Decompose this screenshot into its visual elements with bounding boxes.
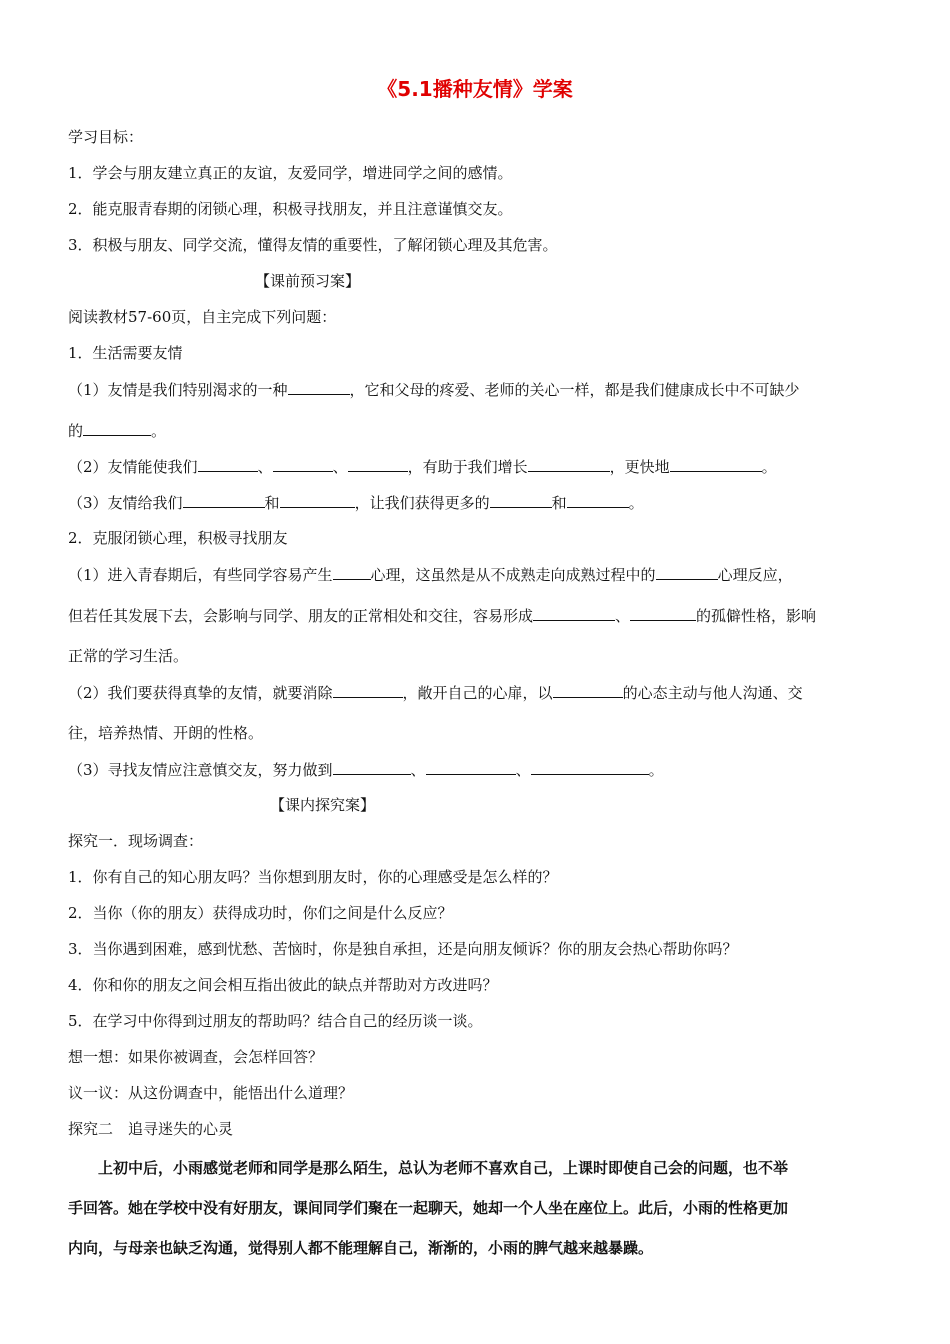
survey-question: 3．当你遇到困难，感到忧愁、苦恼时，你是独自承担，还是向朋友倾诉？你的朋友会热心帮助你吗？ xyxy=(68,940,738,958)
answer-blank[interactable] xyxy=(273,456,333,472)
page-title: 《5.1播种友情》学案 xyxy=(377,77,573,101)
answer-blank[interactable] xyxy=(567,492,629,508)
answer-blank[interactable] xyxy=(670,456,762,472)
answer-blank[interactable] xyxy=(533,605,615,621)
think-prompt: 想一想：如果你被调查，会怎样回答？ xyxy=(68,1048,324,1066)
question-2-1: （1）进入青春期后，有些同学容易产生 心理，这虽然是从不成熟走向成熟过程中的 心理反应， xyxy=(68,566,793,584)
answer-blank[interactable] xyxy=(348,456,408,472)
answer-blank[interactable] xyxy=(183,492,265,508)
story-paragraph-line: 内向，与母亲也缺乏沟通，觉得别人都不能理解自己，渐渐的，小雨的脾气越来越暴躁。 xyxy=(68,1239,654,1257)
explore-section-heading: 【课内探究案】 xyxy=(270,796,376,814)
objective-item: 3．积极与朋友、同学交流，懂得友情的重要性，了解闭锁心理及其危害。 xyxy=(68,236,558,254)
question-2-2: （2）我们要获得真挚的友情，就要消除 ，敞开自己的心扉，以 的心态主动与他人沟通、交 xyxy=(68,684,803,702)
discuss-prompt: 议一议：从这份调查中，能悟出什么道理？ xyxy=(68,1084,354,1102)
survey-question: 1．你有自己的知心朋友吗？当你想到朋友时，你的心理感受是怎么样的？ xyxy=(68,868,558,886)
answer-blank[interactable] xyxy=(198,456,258,472)
survey-question: 4．你和你的朋友之间会相互指出彼此的缺点并帮助对方改进吗？ xyxy=(68,976,498,994)
answer-blank[interactable] xyxy=(280,492,355,508)
preview-intro: 阅读教材57-60页，自主完成下列问题： xyxy=(68,308,337,326)
answer-blank[interactable] xyxy=(288,379,350,395)
question-2-1-cont: 但若任其发展下去，会影响与同学、朋友的正常相处和交往，容易形成 、 的孤僻性格，影响 xyxy=(68,607,817,625)
question-2-1-end: 正常的学习生活。 xyxy=(68,647,189,665)
story-paragraph-line: 上初中后，小雨感觉老师和同学是那么陌生，总认为老师不喜欢自己，上课时即使自己会的问题，也不举 xyxy=(98,1159,789,1177)
answer-blank[interactable] xyxy=(333,759,411,775)
answer-blank[interactable] xyxy=(333,682,403,698)
section-1-title: 1．生活需要友情 xyxy=(68,344,183,362)
objective-item: 2．能克服青春期的闭锁心理，积极寻找朋友，并且注意谨慎交友。 xyxy=(68,200,513,218)
question-1-1-cont: 的 。 xyxy=(68,422,167,440)
question-1-3: （3）友情给我们 和 ，让我们获得更多的 和 。 xyxy=(68,494,644,512)
question-1-2: （2）友情能使我们 、 、 ，有助于我们增长 ，更快地 。 xyxy=(68,458,777,476)
question-2-2-cont: 往，培养热情、开朗的性格。 xyxy=(68,724,264,742)
answer-blank[interactable] xyxy=(531,759,649,775)
answer-blank[interactable] xyxy=(553,682,623,698)
story-paragraph-line: 手回答。她在学校中没有好朋友，课间同学们聚在一起聊天，她却一个人坐在座位上。此后，小雨的性格更加 xyxy=(68,1199,789,1217)
survey-question: 2．当你（你的朋友）获得成功时，你们之间是什么反应？ xyxy=(68,904,453,922)
answer-blank[interactable] xyxy=(656,564,718,580)
question-2-3: （3）寻找友情应注意慎交友，努力做到 、 、 。 xyxy=(68,761,664,779)
preview-section-heading: 【课前预习案】 xyxy=(255,272,361,290)
answer-blank[interactable] xyxy=(630,605,696,621)
section-2-title: 2．克服闭锁心理，积极寻找朋友 xyxy=(68,529,288,547)
answer-blank[interactable] xyxy=(333,564,371,580)
answer-blank[interactable] xyxy=(83,420,151,436)
survey-question: 5．在学习中你得到过朋友的帮助吗？结合自己的经历谈一谈。 xyxy=(68,1012,483,1030)
answer-blank[interactable] xyxy=(426,759,516,775)
question-1-1: （1）友情是我们特别渴求的一种 ，它和父母的疼爱、老师的关心一样，都是我们健康成长中不可缺少 xyxy=(68,381,800,399)
answer-blank[interactable] xyxy=(528,456,610,472)
objective-item: 1．学会与朋友建立真正的友谊，友爱同学，增进同学之间的感情。 xyxy=(68,164,513,182)
explore-1-title: 探究一．现场调查： xyxy=(68,832,204,850)
objectives-heading: 学习目标： xyxy=(68,128,144,146)
answer-blank[interactable] xyxy=(490,492,552,508)
explore-2-title: 探究二 追寻迷失的心灵 xyxy=(68,1120,234,1138)
